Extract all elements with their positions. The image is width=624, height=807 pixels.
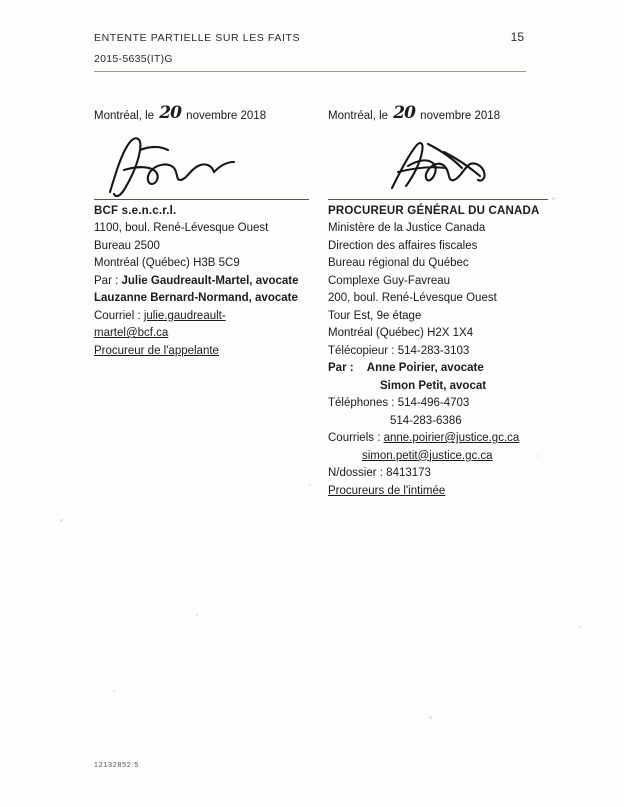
date-prefix: Montréal, le [328, 110, 389, 122]
respondent-title: PROCUREUR GÉNÉRAL DU CANADA [328, 204, 540, 217]
address-line: Complexe Guy-Favreau [328, 274, 451, 287]
address-line: 200, boul. René-Lévesque Ouest [328, 292, 497, 304]
date-prefix: Montréal, le [94, 110, 155, 122]
page-header [94, 30, 530, 65]
email-link[interactable]: simon.petit@justice.gc.ca [362, 449, 493, 462]
signature-line-left [94, 199, 309, 200]
signature-zone-left [94, 126, 309, 200]
header-row [94, 30, 530, 44]
lawyer-name: Anne Poirier, avocate [366, 362, 484, 374]
lawyer-name: Lauzanne Bernard-Normand, avocate [94, 292, 298, 304]
file-number-row [328, 465, 558, 483]
address-line: Direction des affaires fiscales [328, 239, 478, 252]
address-line: Bureau 2500 [94, 239, 160, 252]
lawyer-name: Julie Gaudreault-Martel, avocate [121, 274, 299, 287]
signature-block-respondent [328, 103, 558, 500]
fax-label: Télécopieur : [328, 344, 395, 357]
par-lawyer-row [328, 360, 558, 378]
scan-speck [60, 519, 63, 522]
fax-row [328, 343, 558, 361]
signature-block-appellant [94, 103, 309, 360]
handwritten-day: 20 [393, 103, 415, 123]
file-number: 8413173 [386, 467, 431, 479]
phone-label: Téléphones : [328, 397, 395, 409]
case-number: 2015-5635(IT)G [94, 53, 173, 65]
fax-number: 514-283-3103 [397, 344, 470, 357]
email-link-continued[interactable]: martel@bcf.ca [94, 327, 169, 339]
scan-speck [429, 716, 432, 719]
signature-line-right [328, 199, 548, 200]
date-suffix: novembre 2018 [420, 110, 501, 122]
firm-name: BCF s.e.n.c.r.l. [94, 204, 177, 217]
handwritten-signature-icon [94, 132, 294, 204]
scan-speck [579, 626, 581, 628]
lawyer-name: Simon Petit, avocat [380, 379, 487, 392]
handwritten-signature-icon [384, 132, 584, 204]
address-line: Ministère de la Justice Canada [328, 222, 486, 234]
handwritten-day: 20 [159, 103, 181, 123]
par-lawyer-row [94, 273, 309, 291]
signature-zone-right [328, 126, 558, 200]
header-divider [94, 71, 526, 72]
document-title: ENTENTE PARTIELLE SUR LES FAITS [94, 32, 301, 44]
address-line: Montréal (Québec) H3B 5C9 [94, 257, 240, 269]
address-line: 1100, boul. René-Lévesque Ouest [94, 222, 269, 234]
email-row [94, 308, 309, 326]
date-suffix: novembre 2018 [186, 110, 267, 122]
phone-number: 514-283-6386 [390, 414, 462, 427]
address-line: Bureau régional du Québec [328, 257, 469, 269]
page-number: 15 [510, 30, 524, 44]
role-label: Procureur de l'appelante [94, 344, 219, 357]
file-label: N/dossier : [328, 467, 383, 479]
scan-speck [113, 690, 115, 692]
address-line: Tour Est, 9e étage [328, 309, 422, 322]
date-line-right [328, 103, 558, 126]
scan-speck [309, 484, 311, 486]
address-line: Montréal (Québec) H2X 1X4 [328, 327, 474, 339]
phone-row [328, 395, 558, 413]
emails-label: Courriels : [328, 432, 381, 444]
email-link[interactable]: anne.poirier@justice.gc.ca [383, 432, 520, 444]
par-label: Par : [94, 274, 119, 287]
par-label: Par : [328, 362, 354, 374]
role-label: Procureurs de l'intimée [328, 484, 446, 497]
emails-row [328, 430, 558, 448]
email-link[interactable]: julie.gaudreault- [143, 309, 226, 322]
document-id: 12132852.5 [94, 762, 139, 769]
scan-speck [196, 614, 198, 616]
phone-number: 514-496-4703 [397, 397, 470, 409]
email-label: Courriel : [94, 309, 141, 322]
date-line-left [94, 103, 309, 126]
